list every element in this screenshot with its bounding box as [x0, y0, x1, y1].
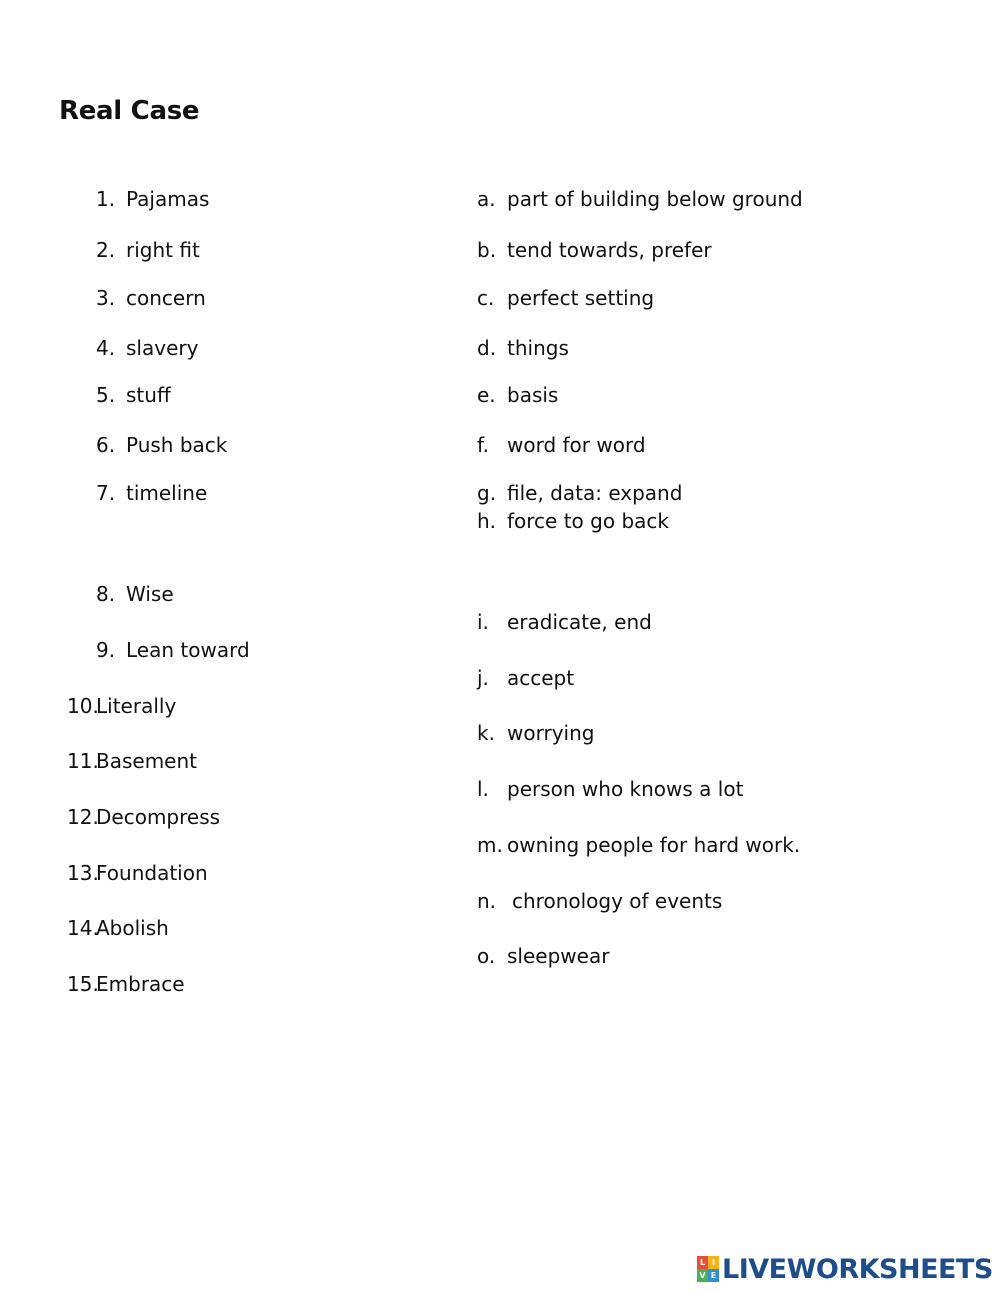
term-text: Pajamas: [126, 187, 210, 211]
definition-letter: j.: [477, 666, 489, 690]
definition-text: basis: [507, 383, 559, 407]
term-text: Abolish: [96, 916, 169, 940]
term-number: 8.: [96, 582, 116, 606]
term-text: slavery: [126, 336, 199, 360]
term-number: 3.: [96, 286, 116, 310]
term-number: 7.: [96, 481, 116, 505]
term-text: Embrace: [96, 972, 185, 996]
definition-letter: k.: [477, 721, 495, 745]
definition-text: things: [507, 336, 569, 360]
term-text: concern: [126, 286, 206, 310]
term-text: Lean toward: [126, 638, 250, 662]
definition-text: owning people for hard work.: [507, 833, 801, 857]
term-number: 2.: [96, 238, 116, 262]
definition-text: sleepwear: [507, 944, 610, 968]
term-text: right fit: [126, 238, 200, 262]
liveworksheets-logo: [697, 1254, 993, 1284]
term-number: 5.: [96, 383, 116, 407]
term-text: Decompress: [96, 805, 221, 829]
term-number: 10.: [67, 694, 99, 718]
definition-letter: g.: [477, 481, 497, 505]
logo-cell: E: [708, 1269, 719, 1282]
term-number: 4.: [96, 336, 116, 360]
page-title: Real Case: [59, 96, 200, 126]
term-number: 11.: [67, 749, 99, 773]
logo-text: LIVEWORKSHEETS: [722, 1253, 993, 1285]
term-number: 15.: [67, 972, 99, 996]
definition-text: eradicate, end: [507, 610, 652, 634]
logo-cell: L: [697, 1256, 708, 1269]
term-number: 12.: [67, 805, 99, 829]
definition-letter: l.: [477, 777, 489, 801]
term-number: 14.: [67, 916, 99, 940]
definition-letter: a.: [477, 187, 496, 211]
term-text: Foundation: [96, 861, 208, 885]
liveworksheets-icon: [697, 1256, 719, 1282]
definition-letter: h.: [477, 509, 497, 533]
logo-cell: I: [708, 1256, 719, 1269]
definition-letter: f.: [477, 433, 489, 457]
definition-letter: e.: [477, 383, 496, 407]
definition-text: perfect setting: [507, 286, 655, 310]
term-text: stuff: [126, 383, 171, 407]
term-text: Basement: [96, 749, 198, 773]
term-text: timeline: [126, 481, 208, 505]
term-text: Wise: [126, 582, 174, 606]
definition-text: chronology of events: [512, 889, 723, 913]
definition-text: force to go back: [507, 509, 669, 533]
definition-text: tend towards, prefer: [507, 238, 712, 262]
definition-text: word for word: [507, 433, 646, 457]
definition-letter: d.: [477, 336, 497, 360]
definition-text: file, data: expand: [507, 481, 683, 505]
term-number: 13.: [67, 861, 99, 885]
definition-text: accept: [507, 666, 575, 690]
definition-letter: n.: [477, 889, 497, 913]
term-number: 6.: [96, 433, 116, 457]
definition-text: person who knows a lot: [507, 777, 744, 801]
definition-text: worrying: [507, 721, 595, 745]
term-text: Literally: [96, 694, 177, 718]
definition-letter: c.: [477, 286, 495, 310]
definition-letter: b.: [477, 238, 497, 262]
term-number: 9.: [96, 638, 116, 662]
term-text: Push back: [126, 433, 228, 457]
definition-text: part of building below ground: [507, 187, 803, 211]
term-number: 1.: [96, 187, 116, 211]
definition-letter: m.: [477, 833, 503, 857]
definition-letter: o.: [477, 944, 496, 968]
logo-cell: V: [697, 1269, 708, 1282]
definition-letter: i.: [477, 610, 489, 634]
